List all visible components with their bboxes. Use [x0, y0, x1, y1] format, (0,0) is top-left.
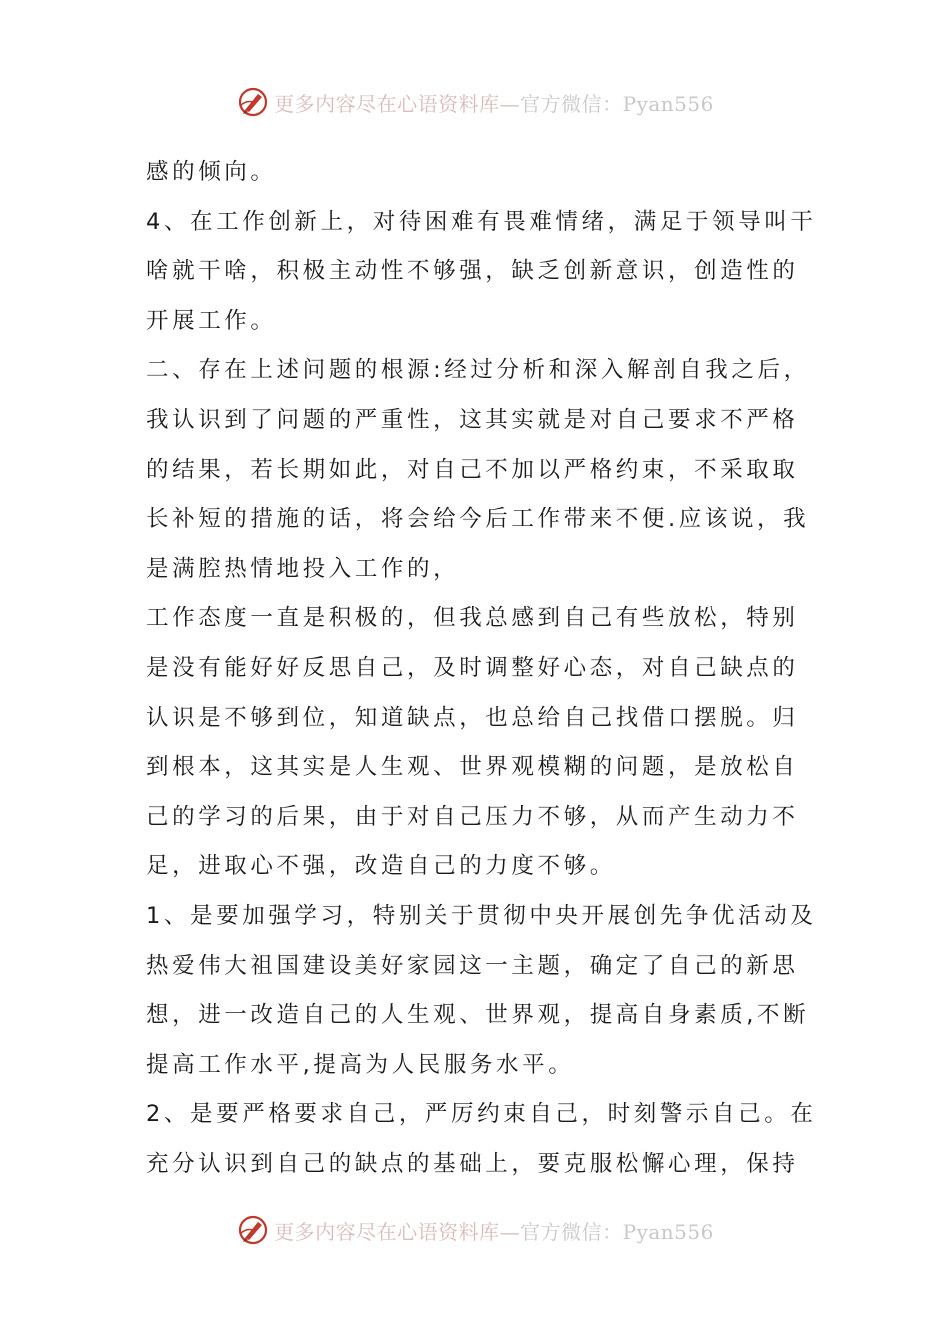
header-watermark	[0, 82, 950, 122]
watermark-slogan: 更多内容尽在心语资料库—	[274, 91, 521, 116]
text-line: 啥就干啥，积极主动性不够强，缺乏创新意识，创造性的	[146, 258, 799, 285]
text-line: 感的倾向。	[146, 159, 277, 185]
text-line: 是满腔热情地投入工作的，	[146, 555, 460, 582]
text-line: 4、在工作创新上，对待困难有畏难情绪，满足于领导叫干	[146, 208, 817, 235]
watermark-contact: 官方微信：Pyan556	[520, 91, 714, 116]
pen-logo-icon	[236, 1213, 270, 1247]
watermark-text	[274, 1216, 714, 1245]
text-line: 认识是不够到位，知道缺点，也总给自己找借口摆脱。归	[146, 704, 799, 731]
text-line: 热爱伟大祖国建设美好家园这一主题，确定了自己的新思	[146, 952, 799, 979]
watermark-slogan: 更多内容尽在心语资料库—	[274, 1219, 521, 1244]
text-line: 己的学习的后果，由于对自己压力不够，从而产生动力不	[146, 803, 799, 830]
text-line: 工作态度一直是积极的，但我总感到自己有些放松，特别	[146, 605, 799, 632]
watermark-text	[274, 88, 714, 117]
text-line: 想，进一改造自己的人生观、世界观，提高自身素质,不断	[146, 1002, 810, 1029]
text-line: 提高工作水平,提高为人民服务水平。	[146, 1051, 575, 1078]
text-line: 是没有能好好反思自己，及时调整好心态，对自己缺点的	[146, 654, 799, 681]
text-line: 二、存在上述问题的根源:经过分析和深入解剖自我之后，	[146, 357, 810, 384]
text-line: 我认识到了问题的严重性，这其实就是对自己要求不严格	[146, 406, 799, 433]
text-line: 1、是要加强学习，特别关于贯彻中央开展创先争优活动及	[146, 902, 817, 929]
text-line: 长补短的措施的话，将会给今后工作带来不便.应该说，我	[146, 506, 810, 533]
text-line: 充分认识到自己的缺点的基础上，要克服松懈心理，保持	[146, 1150, 799, 1177]
text-line: 2、是要严格要求自己，严厉约束自己，时刻警示自己。在	[146, 1101, 817, 1128]
watermark-contact: 官方微信：Pyan556	[520, 1219, 714, 1244]
pen-logo-icon	[236, 85, 270, 119]
document-body	[146, 148, 817, 1189]
text-line: 足，进取心不强，改造自己的力度不够。	[146, 853, 616, 880]
text-line: 开展工作。	[146, 307, 277, 334]
footer-watermark	[0, 1210, 950, 1250]
text-line: 的结果，若长期如此，对自己不加以严格约束，不采取取	[146, 456, 799, 483]
text-line: 到根本，这其实是人生观、世界观模糊的问题，是放松自	[146, 754, 799, 781]
